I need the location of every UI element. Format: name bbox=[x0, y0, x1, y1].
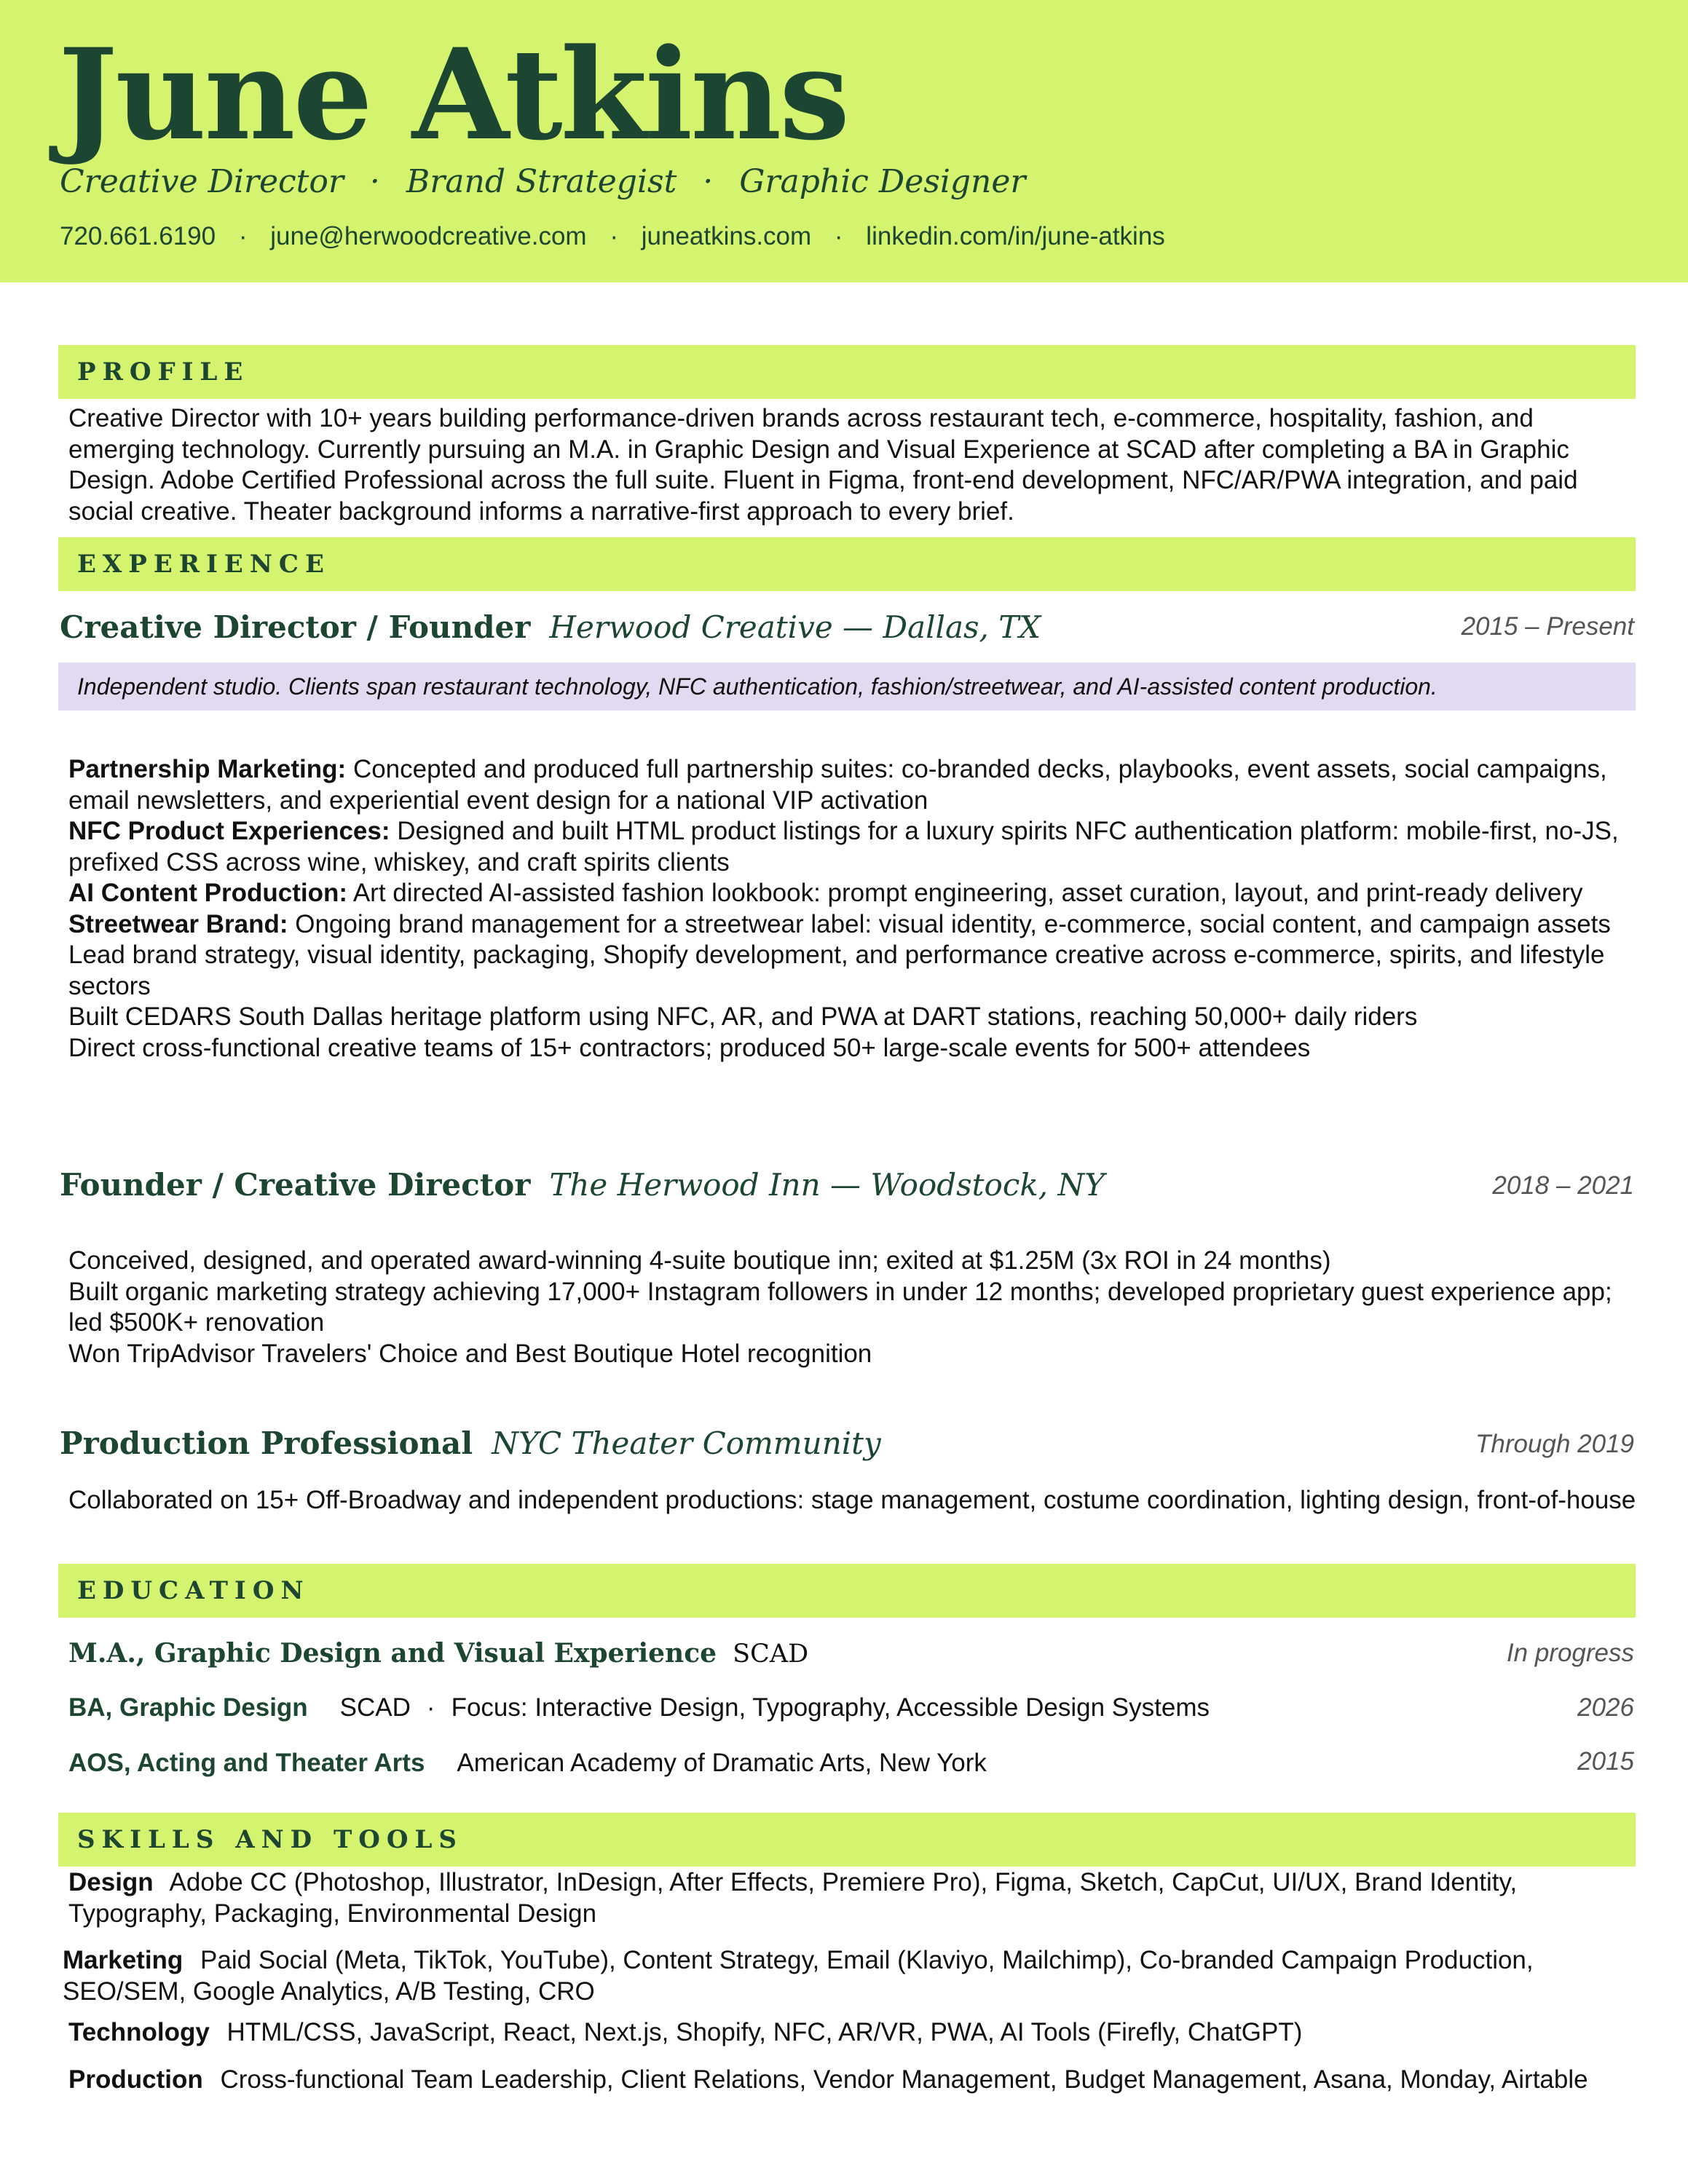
section-header-profile bbox=[58, 345, 1636, 399]
education-entry bbox=[68, 1635, 808, 1672]
bullet-text: Ongoing brand management for a streetwear label: visual identity, e-commerce, social content, and campaign assets bbox=[295, 909, 1611, 938]
list-item bbox=[68, 909, 1641, 941]
education-entry bbox=[68, 1690, 1210, 1726]
skill-label: Production bbox=[68, 2065, 203, 2094]
header-banner bbox=[0, 0, 1688, 282]
degree: AOS, Acting and Theater Arts bbox=[68, 1749, 425, 1777]
phone-number[interactable]: 720.661.6190 bbox=[60, 222, 216, 250]
list-item bbox=[68, 754, 1641, 816]
bullet-label: Streetwear Brand: bbox=[68, 909, 288, 938]
skill-label: Marketing bbox=[63, 1946, 184, 1974]
school: SCAD bbox=[339, 1693, 411, 1722]
job-organization: Herwood Creative — Dallas, TX bbox=[549, 609, 1041, 645]
linkedin-link[interactable]: linkedin.com/in/june-atkins bbox=[866, 222, 1165, 250]
job-titles bbox=[60, 160, 1025, 204]
list-item: Won TripAdvisor Travelers' Choice and Best Boutique Hotel recognition bbox=[68, 1339, 872, 1368]
skill-label: Technology bbox=[68, 2018, 210, 2046]
website-link[interactable]: juneatkins.com bbox=[641, 222, 812, 250]
section-title: EXPERIENCE bbox=[77, 550, 331, 579]
section-title: SKILLS AND TOOLS bbox=[77, 1825, 463, 1854]
skill-group-marketing bbox=[63, 1945, 1628, 2007]
education-date: 2015 bbox=[1577, 1747, 1634, 1776]
section-title: EDUCATION bbox=[77, 1576, 310, 1605]
job-bullets bbox=[68, 754, 1641, 1064]
list-item bbox=[68, 816, 1641, 878]
degree: M.A., Graphic Design and Visual Experience bbox=[68, 1638, 717, 1669]
job-heading bbox=[60, 1165, 1105, 1206]
education-date: 2026 bbox=[1577, 1693, 1634, 1722]
email-link[interactable]: june@herwoodcreative.com bbox=[270, 222, 587, 250]
section-header-experience bbox=[58, 537, 1636, 591]
bullet-label: AI Content Production: bbox=[68, 879, 348, 907]
section-header-skills bbox=[58, 1813, 1636, 1867]
candidate-name: June Atkins bbox=[58, 20, 848, 168]
section-header-education bbox=[58, 1564, 1636, 1618]
title-creative-director: Creative Director bbox=[60, 163, 344, 200]
skill-text: Adobe CC (Photoshop, Illustrator, InDesign, After Effects, Premiere Pro), Figma, Sketch, CapCut, UI/UX, Brand Identity, Typography, Packaging, Environmental Design bbox=[68, 1868, 1518, 1928]
skill-text: Cross-functional Team Leadership, Client Relations, Vendor Management, Budget Management, Asana, Monday, Airtable bbox=[220, 2065, 1588, 2094]
list-item: Direct cross-functional creative teams of 15+ contractors; produced 50+ large-scale events for 500+ attendees bbox=[68, 1033, 1311, 1062]
list-item: Conceived, designed, and operated award-winning 4-suite boutique inn; exited at $1.25M (3x ROI in 24 months) bbox=[68, 1246, 1331, 1275]
school: SCAD bbox=[733, 1639, 809, 1669]
title-separator: · bbox=[703, 163, 714, 200]
contact-separator: · bbox=[610, 222, 618, 250]
title-brand-strategist: Brand Strategist bbox=[406, 163, 677, 200]
job-dates: Through 2019 bbox=[1475, 1430, 1634, 1458]
profile-text: Creative Director with 10+ years building performance-driven brands across restaurant tech, e-commerce, hospitality, fashion, and emerging technology. Currently pursuing an M.A. in Graphic Design and Visual Experience at SCAD after completing a BA in Graphic Design. Adobe Certified Professional across the full suite. Fluent in Figma, front-end development, NFC/AR/PWA integration, and paid social creative. Theater background informs a narrative-first approach to every brief. bbox=[68, 404, 1578, 526]
job-organization: NYC Theater Community bbox=[492, 1425, 881, 1461]
skill-label: Design bbox=[68, 1868, 154, 1896]
job-title: Production Professional bbox=[60, 1425, 473, 1461]
job-dates: 2018 – 2021 bbox=[1492, 1171, 1634, 1200]
list-item: Collaborated on 15+ Off-Broadway and independent productions: stage management, costume coordination, lighting design, front-of-house bbox=[68, 1486, 1636, 1514]
skill-text: Paid Social (Meta, TikTok, YouTube), Content Strategy, Email (Klaviyo, Mailchimp), Co-branded Campaign Production, SEO/SEM, Google Analytics, A/B Testing, CRO bbox=[63, 1946, 1534, 2006]
job-bullets bbox=[68, 1485, 1641, 1516]
skill-group-technology bbox=[68, 2017, 1634, 2049]
list-item bbox=[68, 878, 1641, 909]
bullet-text: Concepted and produced full partnership suites: co-branded decks, playbooks, event assets, social campaigns, email newsletters, and experiential event design for a national VIP activation bbox=[68, 755, 1607, 815]
title-separator: · bbox=[369, 163, 380, 200]
bullet-label: NFC Product Experiences: bbox=[68, 817, 390, 845]
bullet-text: Art directed AI-assisted fashion lookbook: prompt engineering, asset curation, layout, and print-ready delivery bbox=[352, 879, 1583, 907]
list-item: Built organic marketing strategy achieving 17,000+ Instagram followers in under 12 months; developed proprietary guest experience app; led $500K+ renovation bbox=[68, 1277, 1612, 1337]
job-dates: 2015 – Present bbox=[1461, 612, 1634, 641]
education-entry bbox=[68, 1745, 987, 1781]
job-note bbox=[58, 662, 1636, 711]
contact-line bbox=[60, 218, 1165, 255]
skill-text: HTML/CSS, JavaScript, React, Next.js, Shopify, NFC, AR/VR, PWA, AI Tools (Firefly, ChatGPT) bbox=[226, 2018, 1303, 2046]
job-organization: The Herwood Inn — Woodstock, NY bbox=[549, 1167, 1105, 1203]
bullet-text: Designed and built HTML product listings for a luxury spirits NFC authentication platform: mobile-first, no-JS, prefixed CSS across wine, whiskey, and craft spirits clients bbox=[68, 817, 1619, 877]
school: American Academy of Dramatic Arts, New York bbox=[457, 1749, 987, 1777]
list-item: Built CEDARS South Dallas heritage platform using NFC, AR, and PWA at DART stations, reaching 50,000+ daily riders bbox=[68, 1002, 1418, 1031]
title-graphic-designer: Graphic Designer bbox=[739, 163, 1026, 200]
contact-separator: · bbox=[238, 222, 248, 250]
education-date: In progress bbox=[1506, 1639, 1634, 1667]
skill-group-design bbox=[68, 1867, 1634, 1929]
section-title: PROFILE bbox=[77, 357, 250, 387]
job-title: Founder / Creative Director bbox=[60, 1167, 531, 1203]
skill-group-production bbox=[68, 2065, 1634, 2096]
focus: Focus: Interactive Design, Typography, Accessible Design Systems bbox=[451, 1693, 1210, 1722]
job-heading bbox=[60, 1423, 881, 1464]
contact-separator: · bbox=[834, 222, 843, 250]
degree: BA, Graphic Design bbox=[68, 1693, 308, 1722]
job-bullets bbox=[68, 1246, 1641, 1369]
education-separator: · bbox=[426, 1693, 435, 1722]
job-title: Creative Director / Founder bbox=[60, 609, 531, 645]
job-note-text: Independent studio. Clients span restaurant technology, NFC authentication, fashion/streetwear, and AI-assisted content production. bbox=[77, 673, 1437, 700]
bullet-label: Partnership Marketing: bbox=[68, 755, 347, 783]
job-heading bbox=[60, 607, 1041, 648]
list-item: Lead brand strategy, visual identity, packaging, Shopify development, and performance creative across e-commerce, spirits, and lifestyle sectors bbox=[68, 941, 1605, 1000]
